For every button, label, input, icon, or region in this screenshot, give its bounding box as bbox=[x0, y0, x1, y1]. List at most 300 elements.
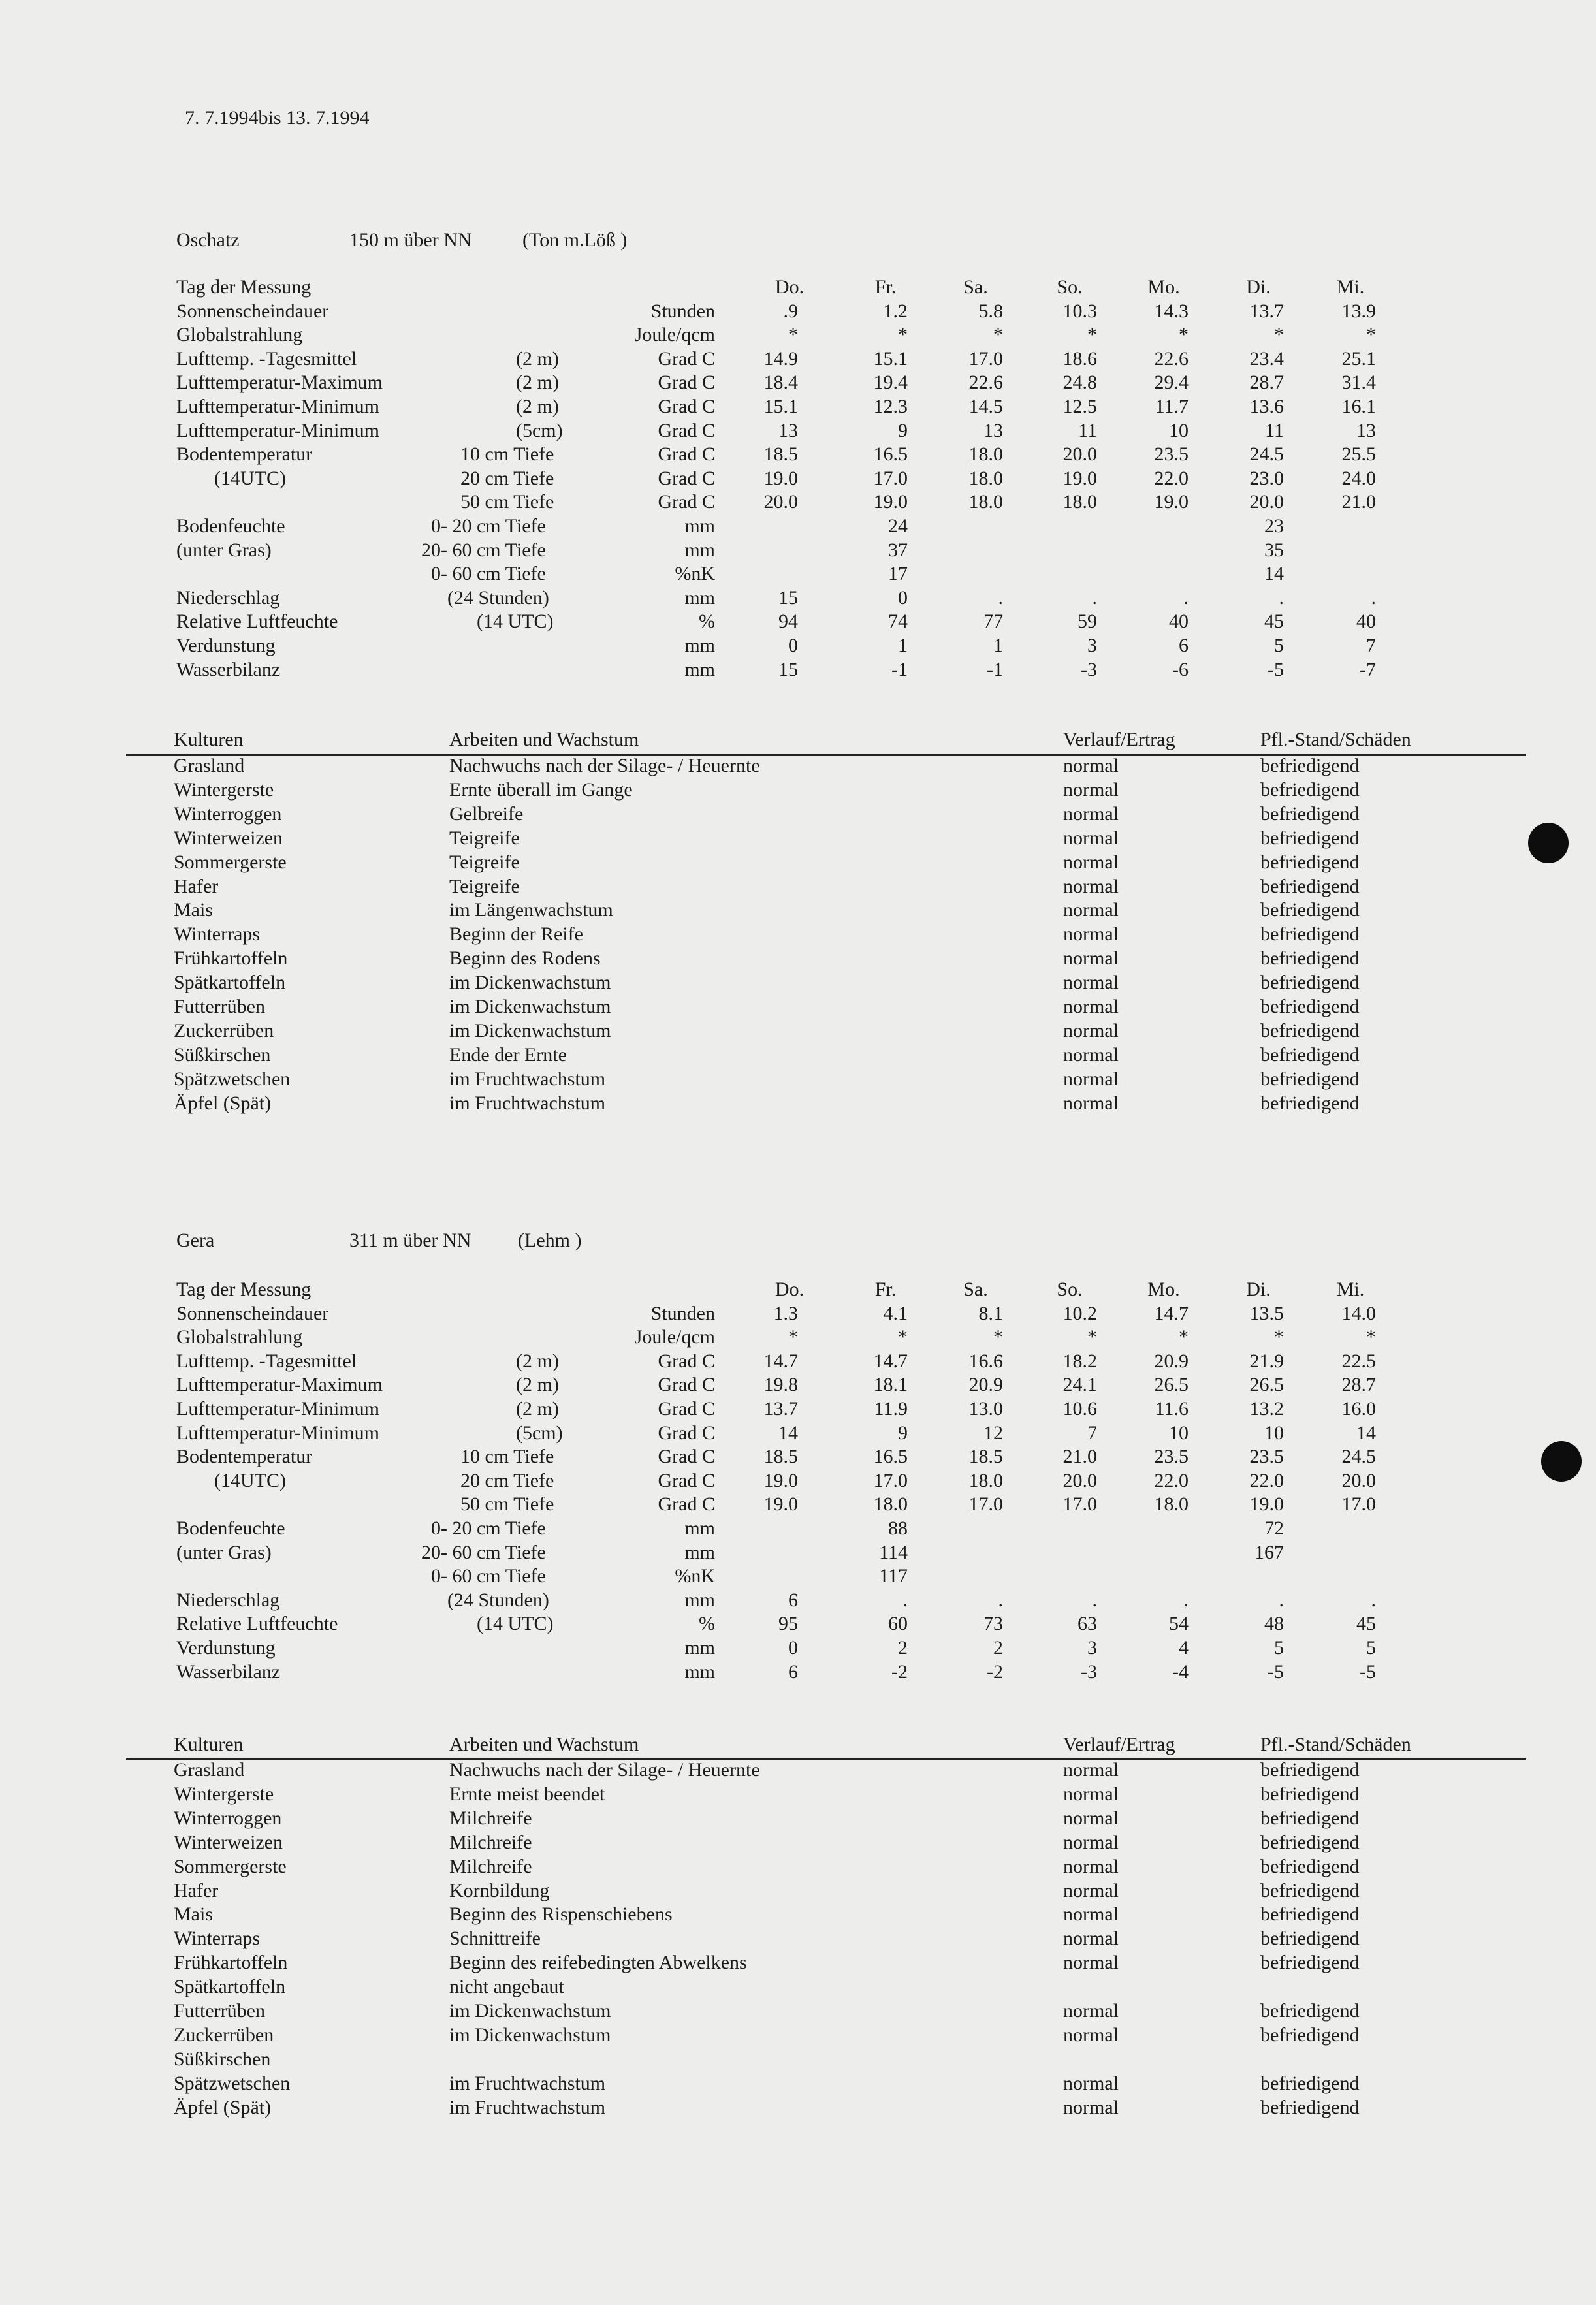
crop-course: normal bbox=[1063, 972, 1119, 994]
weather-value: 77 bbox=[983, 611, 1003, 633]
weather-value: 14.0 bbox=[1341, 1302, 1376, 1324]
crop-course: normal bbox=[1063, 1043, 1119, 1066]
crop-name: Grasland bbox=[174, 755, 245, 776]
crop-work: im Fruchtwachstum bbox=[449, 1092, 606, 1114]
weather-row-unit: mm bbox=[684, 635, 715, 656]
weather-header-label: Tag der Messung bbox=[176, 1279, 311, 1300]
weather-value: 35 bbox=[1264, 539, 1284, 561]
crop-state: befriedigend bbox=[1260, 2024, 1360, 2046]
weather-value: 4 bbox=[1179, 1637, 1189, 1659]
weather-value: 10 bbox=[1169, 1422, 1189, 1444]
weather-value: 14 bbox=[778, 1422, 798, 1444]
crop-work: Ernte meist beendet bbox=[449, 1783, 605, 1805]
crop-course: normal bbox=[1063, 1831, 1119, 1853]
station-elevation: 311 m über NN bbox=[349, 1230, 471, 1251]
weather-value: * bbox=[1274, 324, 1284, 346]
crop-course: normal bbox=[1063, 778, 1119, 801]
weather-value: 19.0 bbox=[873, 491, 908, 513]
weather-value: 18.5 bbox=[763, 1446, 798, 1468]
weather-value: * bbox=[788, 324, 798, 346]
weather-value: 117 bbox=[879, 1565, 908, 1587]
weather-value: 29.4 bbox=[1154, 372, 1189, 394]
weather-value: 88 bbox=[888, 1518, 908, 1539]
crop-work: Milchreife bbox=[449, 1831, 532, 1853]
weather-row-sub: (2 m) bbox=[516, 1350, 559, 1372]
weather-value: * bbox=[1366, 1326, 1376, 1348]
crop-course: normal bbox=[1063, 2072, 1119, 2094]
crop-name: Hafer bbox=[174, 1879, 219, 1901]
day-header: Fr. bbox=[874, 1279, 897, 1300]
weather-value: 2 bbox=[898, 1637, 908, 1659]
weather-value: * bbox=[1274, 1326, 1284, 1348]
weather-value: -3 bbox=[1081, 1661, 1097, 1683]
weather-value: 14.5 bbox=[968, 396, 1003, 417]
weather-row-unit: Grad C bbox=[658, 1350, 715, 1372]
weather-value: 40 bbox=[1169, 611, 1189, 633]
weather-value: 24.8 bbox=[1062, 372, 1097, 394]
crop-name: Wintergerste bbox=[174, 778, 274, 801]
weather-row-unit: Grad C bbox=[658, 372, 715, 394]
crop-work: Beginn des Rispenschiebens bbox=[449, 1903, 673, 1926]
weather-value: 20.9 bbox=[968, 1374, 1003, 1396]
crop-course: normal bbox=[1063, 1928, 1119, 1950]
weather-value: 18.4 bbox=[763, 372, 798, 394]
crop-course: normal bbox=[1063, 923, 1119, 946]
weather-row-unit: mm bbox=[684, 1541, 715, 1563]
weather-row-sub: 0- 20 cm Tiefe bbox=[431, 1518, 546, 1539]
weather-row-label: Bodenfeuchte bbox=[176, 515, 285, 537]
crop-state: befriedigend bbox=[1260, 2000, 1360, 2022]
weather-value: 1.2 bbox=[883, 300, 908, 322]
weather-row-sub: 10 cm Tiefe bbox=[460, 1446, 554, 1468]
crop-name: Sommergerste bbox=[174, 851, 287, 873]
weather-row-label: (14UTC) bbox=[214, 1469, 286, 1491]
crop-state: befriedigend bbox=[1260, 1807, 1360, 1829]
weather-row-sub: (5cm) bbox=[516, 1422, 563, 1444]
weather-value: 17 bbox=[888, 563, 908, 585]
weather-row-sub: (2 m) bbox=[516, 396, 559, 417]
weather-value: 18.5 bbox=[968, 1446, 1003, 1468]
weather-value: 25.5 bbox=[1341, 443, 1376, 466]
weather-value: 7 bbox=[1087, 1422, 1097, 1444]
weather-value: 22.6 bbox=[1154, 347, 1189, 370]
weather-row-sub: 20- 60 cm Tiefe bbox=[421, 1541, 546, 1563]
weather-value: 11.6 bbox=[1155, 1398, 1189, 1420]
weather-value: 11.9 bbox=[874, 1398, 908, 1420]
weather-value: 60 bbox=[888, 1613, 908, 1635]
weather-value: 17.0 bbox=[1341, 1493, 1376, 1516]
crop-work: im Dickenwachstum bbox=[449, 2024, 611, 2046]
crop-name: Frühkartoffeln bbox=[174, 1952, 288, 1974]
crop-work: im Fruchtwachstum bbox=[449, 1068, 606, 1090]
day-header: Do. bbox=[774, 276, 805, 298]
weather-value: -2 bbox=[987, 1661, 1003, 1683]
weather-value: 19.4 bbox=[873, 372, 908, 394]
crop-state: befriedigend bbox=[1260, 755, 1360, 776]
weather-value: 3 bbox=[1087, 1637, 1097, 1659]
crops-header-kulturen: Kulturen bbox=[174, 729, 244, 750]
weather-value: -5 bbox=[1360, 1661, 1376, 1683]
weather-value: 28.7 bbox=[1341, 1374, 1376, 1396]
weather-value: 63 bbox=[1077, 1613, 1097, 1635]
crop-course: normal bbox=[1063, 947, 1119, 970]
weather-row-unit: mm bbox=[684, 515, 715, 537]
weather-value: 19.0 bbox=[763, 1469, 798, 1491]
crop-course: normal bbox=[1063, 827, 1119, 849]
weather-value: 23 bbox=[1264, 515, 1284, 537]
weather-row-label: Sonnenscheindauer bbox=[176, 300, 329, 322]
weather-value: .9 bbox=[783, 300, 798, 322]
weather-row-sub: (14 UTC) bbox=[477, 611, 554, 633]
weather-value: 10 bbox=[1264, 1422, 1284, 1444]
weather-row-label: Wasserbilanz bbox=[176, 658, 281, 680]
crop-state: befriedigend bbox=[1260, 972, 1360, 994]
weather-value: 15 bbox=[778, 586, 798, 609]
weather-value: 4.1 bbox=[883, 1302, 908, 1324]
weather-row-unit: mm bbox=[684, 539, 715, 561]
weather-row-label: Verdunstung bbox=[176, 635, 276, 656]
crop-course: normal bbox=[1063, 1903, 1119, 1926]
crop-state: befriedigend bbox=[1260, 1019, 1360, 1041]
weather-value: 13.5 bbox=[1249, 1302, 1284, 1324]
weather-value: * bbox=[1087, 1326, 1097, 1348]
day-header: Sa. bbox=[963, 1279, 988, 1300]
crop-state: befriedigend bbox=[1260, 1855, 1360, 1877]
weather-row-unit: Grad C bbox=[658, 1398, 715, 1420]
weather-value: 20.9 bbox=[1154, 1350, 1189, 1372]
day-header: Mi. bbox=[1336, 1279, 1365, 1300]
weather-value: 3 bbox=[1087, 635, 1097, 656]
crop-course: normal bbox=[1063, 1019, 1119, 1041]
crop-work: im Längenwachstum bbox=[449, 899, 613, 921]
weather-value: 114 bbox=[879, 1541, 908, 1563]
weather-value: 26.5 bbox=[1249, 1374, 1284, 1396]
crop-work: Teigreife bbox=[449, 827, 520, 849]
crop-state: befriedigend bbox=[1260, 827, 1360, 849]
weather-value: 18.6 bbox=[1062, 347, 1097, 370]
crop-state: befriedigend bbox=[1260, 851, 1360, 873]
weather-value: 23.5 bbox=[1249, 1446, 1284, 1468]
weather-value: 167 bbox=[1254, 1541, 1284, 1563]
crop-work: im Dickenwachstum bbox=[449, 972, 611, 994]
weather-value: 20.0 bbox=[1249, 491, 1284, 513]
crop-work: Beginn der Reife bbox=[449, 923, 583, 946]
crop-work: Nachwuchs nach der Silage- / Heuernte bbox=[449, 755, 760, 776]
weather-value: 6 bbox=[1179, 635, 1189, 656]
weather-value: 21.9 bbox=[1249, 1350, 1284, 1372]
weather-value: 21.0 bbox=[1341, 491, 1376, 513]
crop-course: normal bbox=[1063, 755, 1119, 776]
weather-value: 18.2 bbox=[1062, 1350, 1097, 1372]
weather-value: 19.0 bbox=[1154, 491, 1189, 513]
crop-work: Milchreife bbox=[449, 1855, 532, 1877]
weather-value: 10.6 bbox=[1062, 1398, 1097, 1420]
crop-work: Ende der Ernte bbox=[449, 1043, 567, 1066]
weather-row-unit: Grad C bbox=[658, 443, 715, 466]
weather-row-unit: Stunden bbox=[650, 300, 715, 322]
weather-row-sub: 50 cm Tiefe bbox=[460, 491, 554, 513]
weather-value: 45 bbox=[1264, 611, 1284, 633]
weather-row-sub: (2 m) bbox=[516, 372, 559, 394]
weather-value: 16.5 bbox=[873, 1446, 908, 1468]
weather-value: 14.9 bbox=[763, 347, 798, 370]
crop-state: befriedigend bbox=[1260, 1831, 1360, 1853]
weather-value: 16.5 bbox=[873, 443, 908, 466]
weather-value: -2 bbox=[891, 1661, 908, 1683]
crop-name: Spätzwetschen bbox=[174, 2072, 291, 2094]
crop-name: Zuckerrüben bbox=[174, 2024, 274, 2046]
weather-value: . bbox=[1092, 586, 1097, 609]
day-header: So. bbox=[1057, 276, 1083, 298]
weather-value: 16.0 bbox=[1341, 1398, 1376, 1420]
weather-value: 14.3 bbox=[1154, 300, 1189, 322]
weather-value: 95 bbox=[778, 1613, 798, 1635]
weather-value: 40 bbox=[1356, 611, 1376, 633]
weather-value: * bbox=[993, 324, 1003, 346]
crop-state: befriedigend bbox=[1260, 1092, 1360, 1114]
crop-work: Gelbreife bbox=[449, 803, 524, 825]
weather-value: 15.1 bbox=[763, 396, 798, 417]
crop-course: normal bbox=[1063, 899, 1119, 921]
crop-course: normal bbox=[1063, 2024, 1119, 2046]
weather-value: 11.7 bbox=[1155, 396, 1189, 417]
weather-value: 10 bbox=[1169, 419, 1189, 441]
weather-row-sub: (2 m) bbox=[516, 1398, 559, 1420]
crop-course: normal bbox=[1063, 1068, 1119, 1090]
weather-row-sub: 20 cm Tiefe bbox=[460, 1469, 554, 1491]
weather-value: 13.0 bbox=[968, 1398, 1003, 1420]
weather-value: 19.0 bbox=[763, 1493, 798, 1516]
crop-work: nicht angebaut bbox=[449, 1976, 564, 1998]
crop-name: Süßkirschen bbox=[174, 1043, 271, 1066]
weather-value: * bbox=[993, 1326, 1003, 1348]
weather-value: 18.0 bbox=[968, 491, 1003, 513]
crop-course: normal bbox=[1063, 1879, 1119, 1901]
weather-value: 10.2 bbox=[1062, 1302, 1097, 1324]
weather-value: 23.4 bbox=[1249, 347, 1284, 370]
weather-value: 5 bbox=[1366, 1637, 1376, 1659]
day-header: Mo. bbox=[1147, 276, 1180, 298]
weather-row-unit: mm bbox=[684, 1637, 715, 1659]
crop-name: Winterroggen bbox=[174, 1807, 282, 1829]
weather-value: 5 bbox=[1274, 1637, 1284, 1659]
crop-state: befriedigend bbox=[1260, 2096, 1360, 2118]
weather-value: 1 bbox=[993, 635, 1003, 656]
station-name: Gera bbox=[176, 1230, 215, 1251]
day-header: Mi. bbox=[1336, 276, 1365, 298]
weather-value: . bbox=[1371, 586, 1376, 609]
crop-work: im Fruchtwachstum bbox=[449, 2072, 606, 2094]
crop-work: im Dickenwachstum bbox=[449, 1019, 611, 1041]
crop-work: Beginn des Rodens bbox=[449, 947, 601, 970]
weather-row-label: Lufttemperatur-Minimum bbox=[176, 1422, 379, 1444]
weather-value: 24.5 bbox=[1249, 443, 1284, 466]
crop-name: Winterroggen bbox=[174, 803, 282, 825]
weather-value: -5 bbox=[1268, 658, 1284, 680]
crop-course: normal bbox=[1063, 875, 1119, 897]
weather-row-unit: % bbox=[699, 1613, 715, 1635]
weather-value: * bbox=[1366, 324, 1376, 346]
weather-header-label: Tag der Messung bbox=[176, 276, 311, 298]
crops-header-stand: Pfl.-Stand/Schäden bbox=[1260, 1734, 1411, 1755]
weather-value: 9 bbox=[898, 1422, 908, 1444]
crop-work: im Dickenwachstum bbox=[449, 996, 611, 1017]
weather-row-unit: mm bbox=[684, 1661, 715, 1683]
crop-name: Futterrüben bbox=[174, 2000, 265, 2022]
station-elevation: 150 m über NN bbox=[349, 229, 472, 251]
crop-state: befriedigend bbox=[1260, 1043, 1360, 1066]
weather-value: 5.8 bbox=[978, 300, 1003, 322]
crop-course: normal bbox=[1063, 1952, 1119, 1974]
weather-value: -1 bbox=[891, 658, 908, 680]
weather-row-unit: mm bbox=[684, 658, 715, 680]
weather-value: 26.5 bbox=[1154, 1374, 1189, 1396]
weather-value: 1 bbox=[898, 635, 908, 656]
weather-row-label: Globalstrahlung bbox=[176, 1326, 303, 1348]
weather-row-sub: (24 Stunden) bbox=[447, 586, 549, 609]
weather-value: 14.7 bbox=[763, 1350, 798, 1372]
crop-course: normal bbox=[1063, 1783, 1119, 1805]
crop-work: Kornbildung bbox=[449, 1879, 550, 1901]
weather-value: 17.0 bbox=[873, 1469, 908, 1491]
weather-row-sub: (14 UTC) bbox=[477, 1613, 554, 1635]
crop-course: normal bbox=[1063, 1092, 1119, 1114]
crop-state: befriedigend bbox=[1260, 947, 1360, 970]
crop-work: im Dickenwachstum bbox=[449, 2000, 611, 2022]
weather-row-label: Lufttemperatur-Minimum bbox=[176, 419, 379, 441]
weather-value: 15 bbox=[778, 658, 798, 680]
station-soil: (Lehm ) bbox=[518, 1230, 582, 1251]
weather-value: 16.1 bbox=[1341, 396, 1376, 417]
weather-value: * bbox=[898, 1326, 908, 1348]
weather-row-label: Wasserbilanz bbox=[176, 1661, 281, 1683]
weather-value: 14.7 bbox=[873, 1350, 908, 1372]
weather-row-sub: (2 m) bbox=[516, 1374, 559, 1396]
weather-row-sub: 20 cm Tiefe bbox=[460, 467, 554, 489]
crop-name: Hafer bbox=[174, 875, 219, 897]
punch-hole bbox=[1541, 1441, 1582, 1482]
weather-value: 15.1 bbox=[873, 347, 908, 370]
weather-value: 23.5 bbox=[1154, 443, 1189, 466]
weather-value: 14 bbox=[1356, 1422, 1376, 1444]
crop-state: befriedigend bbox=[1260, 1759, 1360, 1781]
weather-row-unit: Joule/qcm bbox=[634, 1326, 715, 1348]
weather-value: 18.0 bbox=[968, 1469, 1003, 1491]
crop-state: befriedigend bbox=[1260, 923, 1360, 946]
day-header: Fr. bbox=[874, 276, 897, 298]
weather-value: 24.0 bbox=[1341, 467, 1376, 489]
weather-value: 17.0 bbox=[1062, 1493, 1097, 1516]
crop-name: Äpfel (Spät) bbox=[174, 1092, 272, 1114]
weather-value: 7 bbox=[1366, 635, 1376, 656]
weather-row-unit: Grad C bbox=[658, 1422, 715, 1444]
day-header: Sa. bbox=[963, 276, 988, 298]
weather-row-unit: Joule/qcm bbox=[634, 324, 715, 346]
crop-course: normal bbox=[1063, 1807, 1119, 1829]
weather-row-sub: 50 cm Tiefe bbox=[460, 1493, 554, 1516]
weather-value: 13 bbox=[778, 419, 798, 441]
weather-value: . bbox=[902, 1589, 908, 1611]
crop-state: befriedigend bbox=[1260, 1068, 1360, 1090]
crop-state: befriedigend bbox=[1260, 2072, 1360, 2094]
weather-value: 22.0 bbox=[1249, 1469, 1284, 1491]
crop-name: Futterrüben bbox=[174, 996, 265, 1017]
weather-value: * bbox=[898, 324, 908, 346]
weather-value: 24.1 bbox=[1062, 1374, 1097, 1396]
weather-row-label: Lufttemp. -Tagesmittel bbox=[176, 1350, 357, 1372]
crops-header-verlauf: Verlauf/Ertrag bbox=[1063, 1734, 1175, 1755]
weather-value: 18.0 bbox=[873, 1493, 908, 1516]
weather-value: * bbox=[788, 1326, 798, 1348]
weather-value: . bbox=[998, 1589, 1003, 1611]
weather-value: 13.6 bbox=[1249, 396, 1284, 417]
weather-value: 21.0 bbox=[1062, 1446, 1097, 1468]
crop-name: Spätzwetschen bbox=[174, 1068, 291, 1090]
weather-row-label: Globalstrahlung bbox=[176, 324, 303, 346]
crop-state: befriedigend bbox=[1260, 899, 1360, 921]
weather-value: 13.7 bbox=[763, 1398, 798, 1420]
weather-row-unit: Grad C bbox=[658, 1469, 715, 1491]
weather-row-sub: 0- 60 cm Tiefe bbox=[431, 563, 546, 585]
weather-value: 10.3 bbox=[1062, 300, 1097, 322]
weather-row-label: Relative Luftfeuchte bbox=[176, 1613, 338, 1635]
weather-row-label: Bodenfeuchte bbox=[176, 1518, 285, 1539]
weather-row-unit: %nK bbox=[675, 1565, 715, 1587]
weather-row-label: Lufttemperatur-Maximum bbox=[176, 1374, 383, 1396]
crop-course: normal bbox=[1063, 1855, 1119, 1877]
weather-row-unit: Grad C bbox=[658, 1374, 715, 1396]
weather-value: 11 bbox=[1265, 419, 1284, 441]
crop-name: Sommergerste bbox=[174, 1855, 287, 1877]
weather-value: 13 bbox=[983, 419, 1003, 441]
weather-row-label: Sonnenscheindauer bbox=[176, 1302, 329, 1324]
punch-hole bbox=[1528, 823, 1569, 863]
crop-state: befriedigend bbox=[1260, 996, 1360, 1017]
weather-value: 17.0 bbox=[968, 1493, 1003, 1516]
crop-name: Äpfel (Spät) bbox=[174, 2096, 272, 2118]
crop-state: befriedigend bbox=[1260, 1783, 1360, 1805]
crop-work: im Fruchtwachstum bbox=[449, 2096, 606, 2118]
weather-value: 12 bbox=[983, 1422, 1003, 1444]
weather-value: * bbox=[1087, 324, 1097, 346]
crop-work: Teigreife bbox=[449, 851, 520, 873]
weather-value: 94 bbox=[778, 611, 798, 633]
weather-value: 20.0 bbox=[1062, 1469, 1097, 1491]
weather-value: 23.5 bbox=[1154, 1446, 1189, 1468]
weather-value: . bbox=[1183, 586, 1189, 609]
day-header: Di. bbox=[1246, 276, 1271, 298]
weather-value: 24 bbox=[888, 515, 908, 537]
crop-state: befriedigend bbox=[1260, 778, 1360, 801]
weather-value: 28.7 bbox=[1249, 372, 1284, 394]
weather-value: 13.2 bbox=[1249, 1398, 1284, 1420]
weather-value: 18.0 bbox=[1154, 1493, 1189, 1516]
weather-value: 24.5 bbox=[1341, 1446, 1376, 1468]
weather-row-unit: %nK bbox=[675, 563, 715, 585]
weather-value: -5 bbox=[1268, 1661, 1284, 1683]
weather-row-unit: Stunden bbox=[650, 1302, 715, 1324]
weather-row-label: (unter Gras) bbox=[176, 1541, 272, 1563]
weather-value: -7 bbox=[1360, 658, 1376, 680]
weather-value: 18.5 bbox=[763, 443, 798, 466]
weather-row-unit: Grad C bbox=[658, 396, 715, 417]
weather-value: -6 bbox=[1172, 658, 1189, 680]
weather-value: 18.0 bbox=[1062, 491, 1097, 513]
weather-value: . bbox=[1279, 586, 1284, 609]
weather-value: . bbox=[998, 586, 1003, 609]
day-header: So. bbox=[1057, 1279, 1083, 1300]
weather-row-unit: Grad C bbox=[658, 419, 715, 441]
